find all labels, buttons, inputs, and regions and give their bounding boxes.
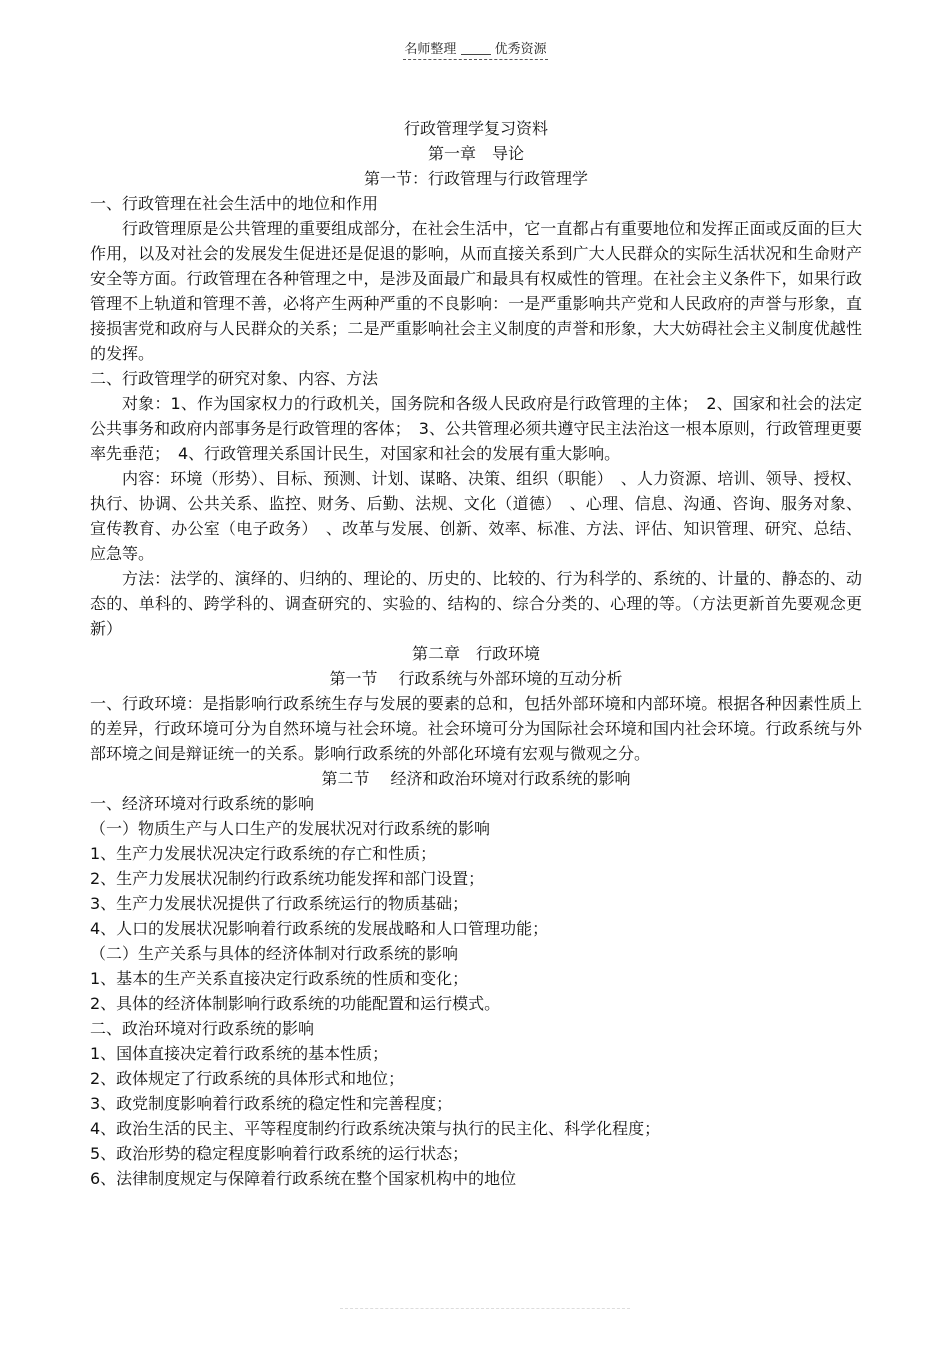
section-1-heading: 一、行政管理在社会生活中的地位和作用: [90, 194, 379, 213]
political-heading: 二、政治环境对行政系统的影响: [90, 1019, 315, 1038]
section-1-paragraph: 行政管理原是公共管理的重要组成部分，在社会生活中，它一直都占有重要地位和发挥正面或反面的巨大作用，以及对社会的发展发生促进还是促退的影响，从而直接关系到广大人民群众的实际生活状况和生命财产安全等方面。行政管理在各种管理之中，是涉及面最广和最具有权威性的管理。在社会主义条件下，如果行政管理不上轨道和管理不善，必将产生两种严重的不良影响：一是严重影响共产党和人民政府的声誉与形象，直接损害党和政府与人民群众的关系；二是严重影响社会主义制度的声誉和形象，大大妨碍社会主义制度优越性的发挥。: [90, 219, 862, 363]
list-item: 6、法律制度规定与保障着行政系统在整个国家机构中的地位: [90, 1169, 517, 1188]
economic-subheading-2: （二）生产关系与具体的经济体制对行政系统的影响: [90, 944, 459, 963]
chapter-1-title: 第一章 导论: [427, 144, 524, 163]
research-method-paragraph: 方法：法学的、演绎的、归纳的、理论的、历史的、比较的、行为科学的、系统的、计量的、静态的、动态的、单科的、跨学科的、调查研究的、实验的、结构的、综合分类的、心理的等。（方法更新首先要观念更新）: [90, 569, 862, 638]
economic-subheading-1: （一）物质生产与人口生产的发展状况对行政系统的影响: [90, 819, 491, 838]
chapter-2-section-2-title: 第二节 经济和政治环境对行政系统的影响: [321, 769, 631, 788]
header-separator: [461, 44, 491, 55]
list-item: 2、生产力发展状况制约行政系统功能发挥和部门设置；: [90, 869, 485, 888]
economic-heading: 一、经济环境对行政系统的影响: [90, 794, 315, 813]
section-2-heading: 二、行政管理学的研究对象、内容、方法: [90, 369, 379, 388]
list-item: 1、生产力发展状况决定行政系统的存亡和性质；: [90, 844, 437, 863]
chapter-2-section-1-title: 第一节 行政系统与外部环境的互动分析: [329, 669, 623, 688]
list-item: 2、政体规定了行政系统的具体形式和地位；: [90, 1069, 405, 1088]
document-body: [90, 116, 862, 1191]
research-content-paragraph: 内容：环境（形势）、目标、预测、计划、谋略、决策、组织（职能） 、人力资源、培训、领导、授权、执行、协调、公共关系、监控、财务、后勤、法规、文化（道德） 、心理、信息、沟通、咨询、服务对象、宣传教育、办公室（电子政务） 、改革与发展、创新、效率、标准、方法、评估、知识管理、研究、总结、应急等。: [90, 469, 862, 563]
document-title: 行政管理学复习资料: [403, 119, 548, 138]
list-item: 3、生产力发展状况提供了行政系统运行的物质基础；: [90, 894, 469, 913]
chapter-1-section-1-title: 第一节：行政管理与行政管理学: [363, 169, 588, 188]
header-right-text: 优秀资源: [494, 42, 547, 57]
list-item: 2、具体的经济体制影响行政系统的功能配置和运行模式。: [90, 994, 501, 1013]
list-item: 1、基本的生产关系直接决定行政系统的性质和变化；: [90, 969, 469, 988]
list-item: 4、政治生活的民主、平等程度制约行政系统决策与执行的民主化、科学化程度；: [90, 1119, 661, 1138]
footer-divider: [340, 1308, 630, 1309]
page-header: [403, 38, 548, 60]
list-item: 1、国体直接决定着行政系统的基本性质；: [90, 1044, 389, 1063]
admin-environment-paragraph: 一、行政环境：是指影响行政系统生存与发展的要素的总和，包括外部环境和内部环境。根据各种因素性质上的差异，行政环境可分为自然环境与社会环境。社会环境可分为国际社会环境和国内社会环境。行政系统与外部环境之间是辩证统一的关系。影响行政系统的外部化环境有宏观与微观之分。: [90, 694, 862, 763]
list-item: 4、人口的发展状况影响着行政系统的发展战略和人口管理功能；: [90, 919, 549, 938]
chapter-2-title: 第二章 行政环境: [411, 644, 540, 663]
list-item: 5、政治形势的稳定程度影响着行政系统的运行状态；: [90, 1144, 469, 1163]
research-object-paragraph: 对象：1、作为国家权力的行政机关，国务院和各级人民政府是行政管理的主体； 2、国家和社会的法定公共事务和政府内部事务是行政管理的客体； 3、公共管理必须共遵守民主法治这一根本原则，行政管理更要率先垂范； 4、行政管理关系国计民生，对国家和社会的发展有重大影响。: [90, 394, 862, 463]
list-item: 3、政党制度影响着行政系统的稳定性和完善程度；: [90, 1094, 453, 1113]
header-left-text: 名师整理: [404, 42, 457, 57]
